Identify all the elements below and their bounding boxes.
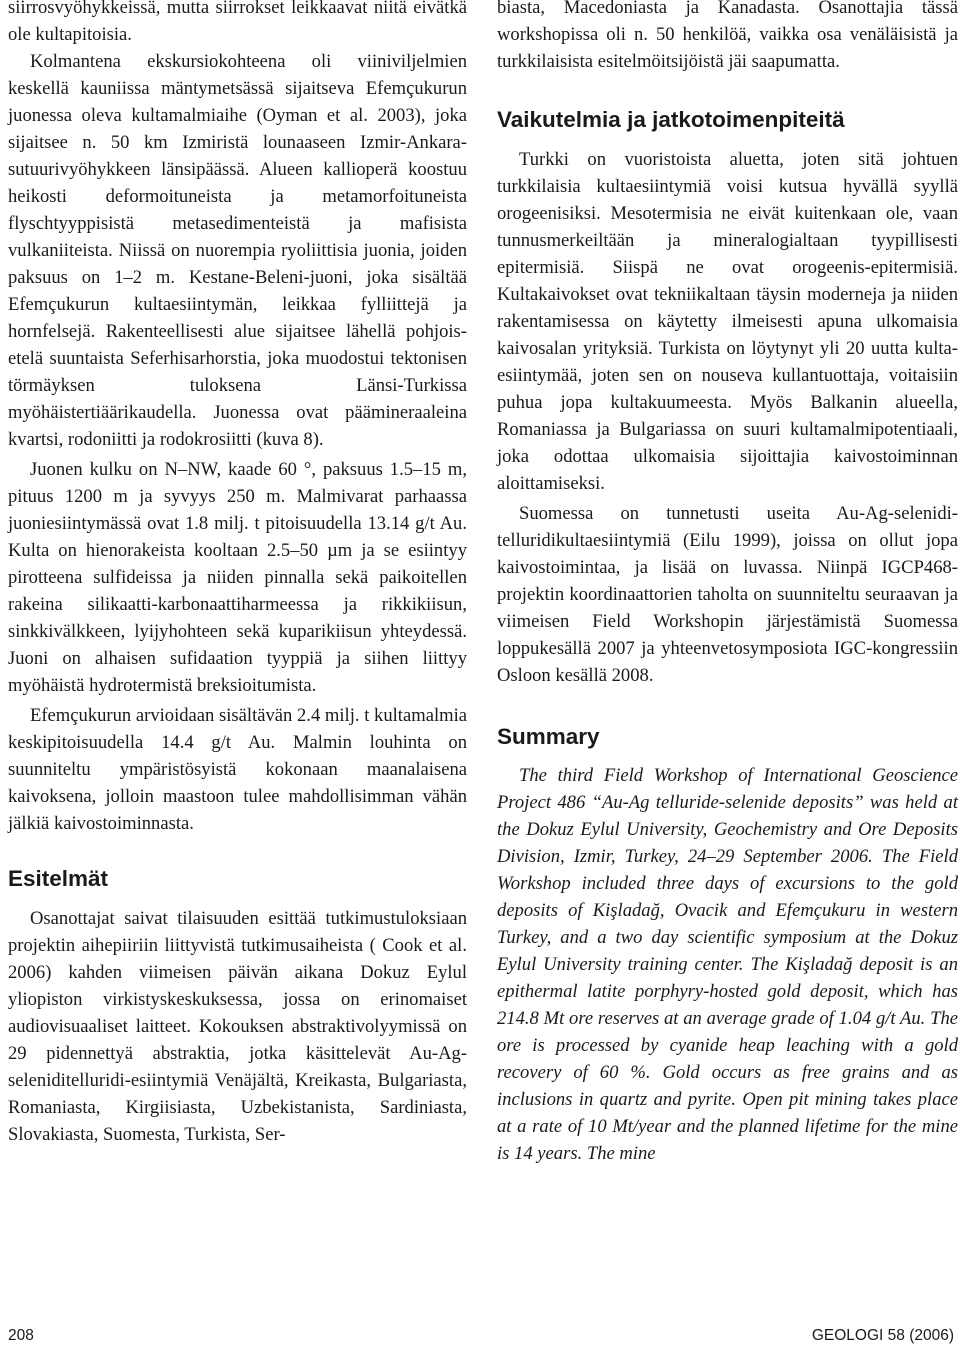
section-heading-summary: Summary [497,724,600,749]
paragraph-ore-estimate: Efemçukurun arvioidaan sisältävän 2.4 milj. t kultamalmia keskipitoisuudella 14.4 g/t Au. Malmin louhinta on suunniteltu ympäristösyistä kokonaan maanalaisena kaivoksena, jolloin maastoon tulee mahdollisimman vähän jälkiä kaivostoiminnasta. [8,705,467,834]
section-heading-vaikutelmia: Vaikutelmia ja jatkotoimenpiteitä [497,107,845,132]
page-number: 208 [8,1327,34,1344]
journal-footer: GEOLOGI 58 (2006) [811,1327,954,1344]
right-column [497,0,958,1167]
paragraph-continuation: siirrosvyöhykkeissä, mutta siirrokset leikkaavat niitä eivätkä ole kultapitoisia. [8,0,467,45]
summary-abstract: The third Field Workshop of International Geoscience Project 486 “Au-Ag telluride-selenide deposits” was held at the Dokuz Eylul University, Geochemistry and Ore Deposits Division, Izmir, Turkey, 24–29 September 2006. The Field Workshop included three days of excursions to the gold deposits of Kişladağ, Ovacik and Efemçukuru in western Turkey, and a two day scientific symposium at the Dokuz Eylul University training center. The Kişladağ deposit is an epithermal latite porphyry-hosted gold deposit, which has 214.8 Mt ore reserves at an average grade of 1.04 g/t Au. The ore is processed by cyanide heap leaching with a gold recovery of 60 %. Gold occurs as free grains and as inclusions in quartz and pyrite. Open pit mining takes place at a rate of 10 Mt/year and the planned lifetime for the mine is 14 years. The mine [497,765,958,1164]
paragraph-efemcukuru-intro: Kolmantena ekskursiokohteena oli viiniviljelmien keskellä kauniissa mäntymetsässä sijaitseva Efemçukurun juonessa oleva kultamalmiaihe (Oyman et al. 2003), joka sijaitsee n. 50 km Izmiristä lounaaseen Izmir-Ankara-sutuurivyöhykkeen länsipäässä. Alueen kallioperä koostuu heikosti deformoituneista ja metamorfoituneista flyschtyyppisistä metasedimenteistä ja mafisista vulkaniiteista. Niissä on nuorempia ryoliittisia juonia, joiden paksuus on 1–2 m. Kestane-Beleni-juoni, joka sisältää Efemçukurun kultaesiintymän, leikkaa fylliittejä ja hornfelsejä. Rakenteellisesti alue sijaitsee lähellä pohjois-etelä suuntaista Seferhisarhorstia, joka muodostui tektonisen törmäyksen tuloksena Länsi-Turkissa myöhäistertiäärikaudella. Juonessa ovat päämineraaleina kvartsi, rodoniitti ja rodokrosiitti (kuva 8). [8,51,467,450]
paragraph-presentations: Osanottajat saivat tilaisuuden esittää tutkimustuloksiaan projektin aihepiiriin liittyvistä tutkimusaiheista ( Cook et al. 2006) kahden viimeisen päivän aikana Dokuz Eylul yliopiston virkistyskeskuksessa, jossa on erinomaiset audiovisuaaliset laitteet. Kokouksen abstraktivolyymissä on 29 pidennettyä abstraktia, jotka käsittelevät Au-Ag-seleniditelluridi-esiintymiä Venäjältä, Kreikasta, Bulgariasta, Romaniasta, Kirgiisiasta, Uzbekistanista, Sardiniasta, Slovakiasta, Suomesta, Turkista, Ser- [8,908,467,1145]
paragraph-vein-description: Juonen kulku on N–NW, kaade 60 °, paksuus 1.5–15 m, pituus 1200 m ja syvyys 250 m. Malmivarat parhaassa juoniesiintymässä ovat 1.8 milj. t pitoisuudella 13.14 g/t Au. Kulta on hienorakeista kooltaan 2.5–50 µm ja se esiintyy pirotteena sulfideissa ja niiden pinnalla sekä paikoitellen rakeina silikaatti-karbonaattiharmeessa ja rikkikiisun, sinkkivälkkeen, lyijyhohteen sekä kuparikiisun yhteydessä. Juoni on alhaisen sufidaation tyyppiä ja siihen liittyy myöhäistä hydrotermistä breksioitumista. [8,459,467,696]
paragraph-turkey-gold: Turkki on vuoristoista aluetta, joten sitä johtuen turkkilaisia kultaesiintymiä voisi kutsua hyvällä syyllä orogeenisiksi. Mesotermisia ne eivät kuitenkaan ole, vaan tunnusmerkeiltään ja mineralogialtaan tyypillisesti epitermisiä. Siispä ne ovat orogeenis-epitermisiä. Kultakaivokset ovat tekniikaltaan täysin moderneja ja niiden rakentamisessa on käytetty ilmeisesti apuna ulkomaisia kaivosalan yrityksiä. Turkista on löytynyt yli 20 uutta kultaesiintymää, joten sen on nouseva kullantuottaja, voitaisiin puhua jopa kultakuumeesta. Myös Balkanin alueella, Romaniassa ja Bulgariassa on suuri kultamalmipotentiaali, joka odottaa ulkomaisia sijoittajia kaivostoiminnan aloittamiseksi. [497,149,958,494]
paragraph-finland-plans: Suomessa on tunnetusti useita Au-Ag-seleniditelluridikultaesiintymiä (Eilu 1999), joissa on ollut jopa kaivostoimintaa, ja lisää on luvassa. Niinpä IGCP468-projektin koordinaattorien taholta on suunniteltu seuraavan ja viimeisen Field Workshopin järjestämistä Suomessa loppukesällä 2007 ja yhteenvetosymposiota IGC-kongressiin Osloon kesällä 2008. [497,503,958,686]
left-column [8,0,467,1148]
section-heading-esitelmat: Esitelmät [8,866,109,891]
paragraph-participants: biasta, Macedoniasta ja Kanadasta. Osanottajia tässä workshopissa oli n. 50 henkilöä, vaikka osa venäläisistä ja turkkilaisista esitelmöitsijöistä jäi saapumatta. [497,0,958,72]
